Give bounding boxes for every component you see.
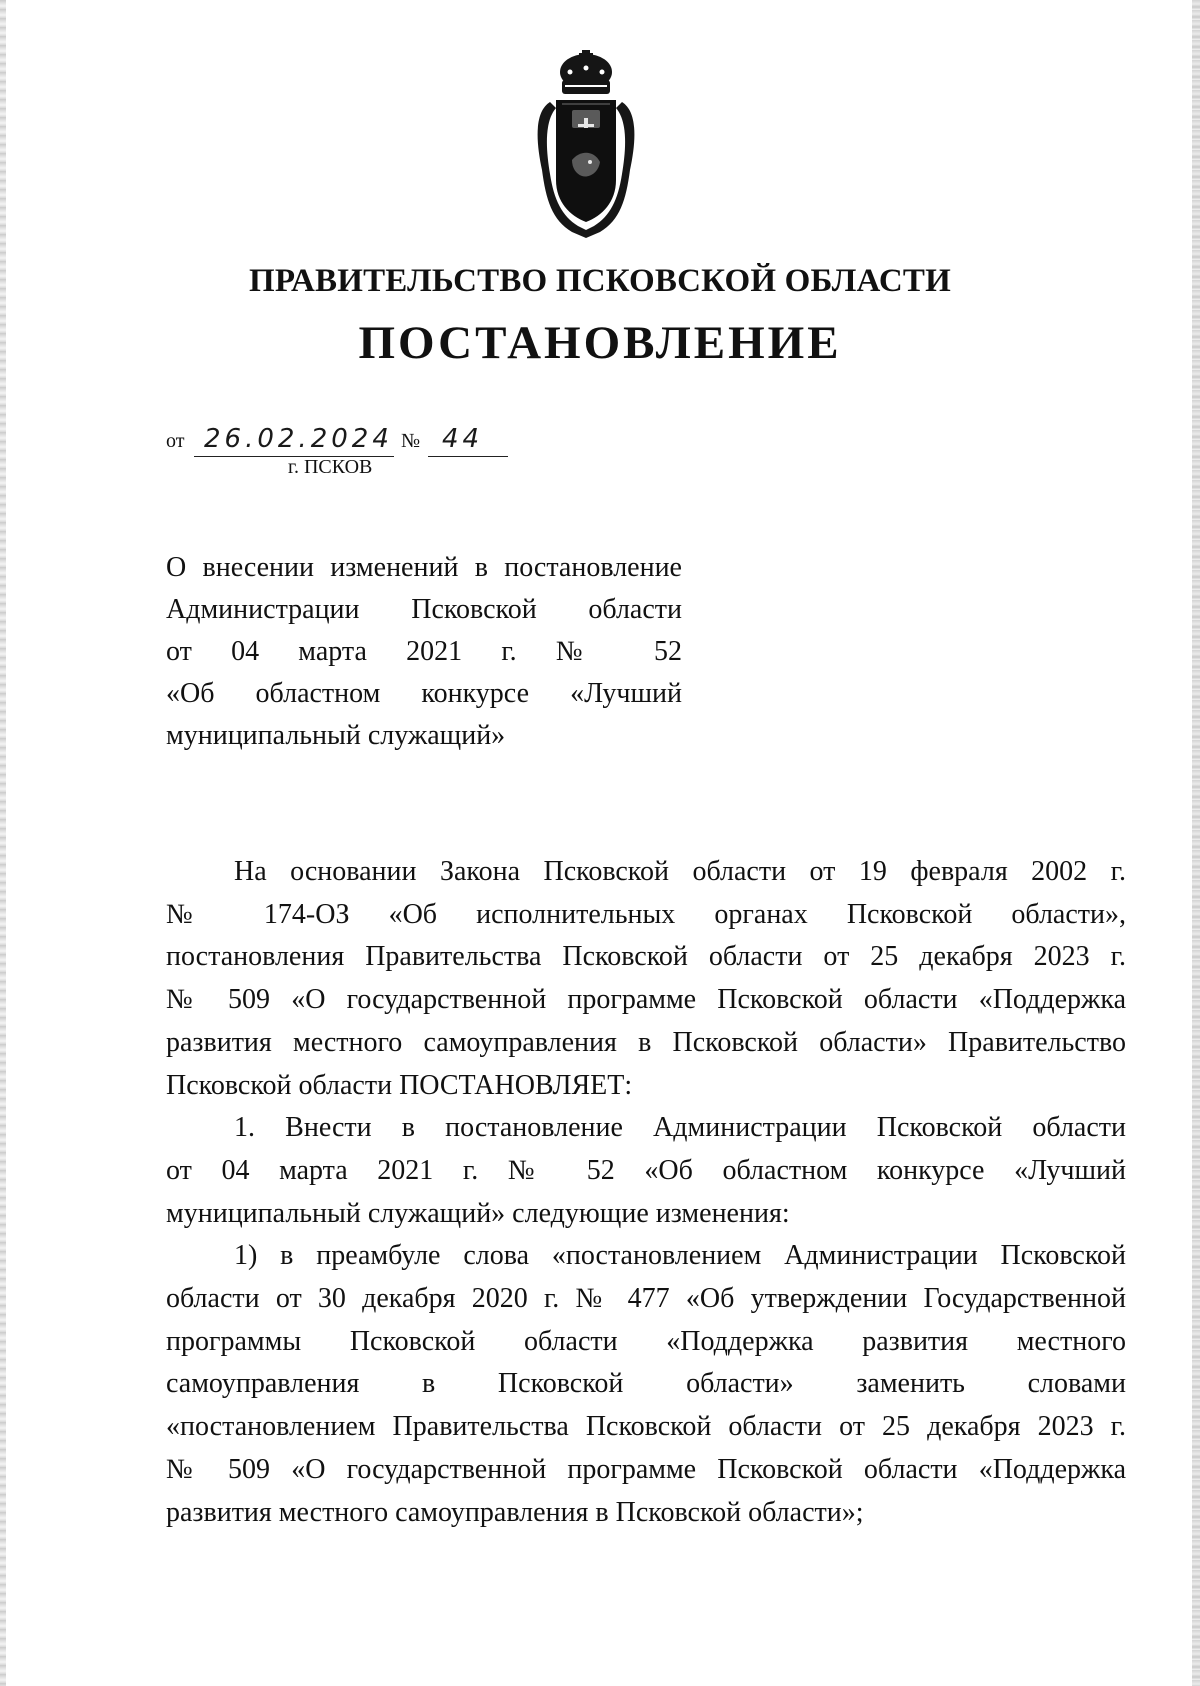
body-line: 1. Внести в постановление Администрации Псковской области [234,1112,1126,1144]
body-line: области от 30 декабря 2020 г. № 477 «Об утверждении Государственной [166,1283,1126,1315]
subject-line: Администрации Псковской области [166,594,682,625]
body-line: 1) в преамбуле слова «постановлением Администрации Псковской [234,1240,1126,1272]
city-label: г. ПСКОВ [288,456,373,478]
body-line: самоуправления в Псковской области» заменить словами [166,1368,1126,1400]
document-subject [166,547,682,757]
pskov-coat-of-arms-icon [532,50,640,240]
body-line: постановления Правительства Псковской области от 25 декабря 2023 г. [166,941,1126,973]
body-line: развития местного самоуправления в Псковской области» Правительство [166,1026,1126,1058]
body-line: от 04 марта 2021 г. № 52 «Об областном конкурсе «Лучший [166,1154,1126,1186]
government-title: ПРАВИТЕЛЬСТВО ПСКОВСКОЙ ОБЛАСТИ [248,263,952,299]
handwritten-date: 26.02.2024 [204,424,393,454]
number-prefix: № [401,430,421,452]
number-field [428,424,508,457]
body-line: развития местного самоуправления в Псковской области»; [166,1496,864,1528]
body-line: программы Псковской области «Поддержка развития местного [166,1325,1126,1357]
subject-line: муниципальный служащий» [166,720,506,751]
body-line: «постановлением Правительства Псковской области от 25 декабря 2023 г. [166,1411,1126,1443]
body-line: № 509 «О государственной программе Псковской области «Поддержка [166,1453,1126,1485]
date-prefix: от [166,430,185,452]
body-line: № 174-ОЗ «Об исполнительных органах Псковской области», [166,898,1126,930]
handwritten-number: 44 [442,424,484,454]
document-type-title: ПОСТАНОВЛЕНИЕ [358,317,842,369]
scan-edge-right [1192,0,1200,1686]
subject-line: О внесении изменений в постановление [166,552,682,583]
body-line: На основании Закона Псковской области от 19 февраля 2002 г. [234,856,1126,887]
body-line: Псковской области ПОСТАНОВЛЯЕТ: [166,1069,633,1101]
scan-edge-left [0,0,6,1686]
subject-line: «Об областном конкурсе «Лучший [166,678,682,709]
document-body [166,851,1126,1534]
body-line: № 509 «О государственной программе Псковской области «Поддержка [166,984,1126,1016]
date-field [194,424,394,457]
subject-line: от 04 марта 2021 г. № 52 [166,636,682,667]
body-line: муниципальный служащий» следующие изменения: [166,1197,790,1229]
